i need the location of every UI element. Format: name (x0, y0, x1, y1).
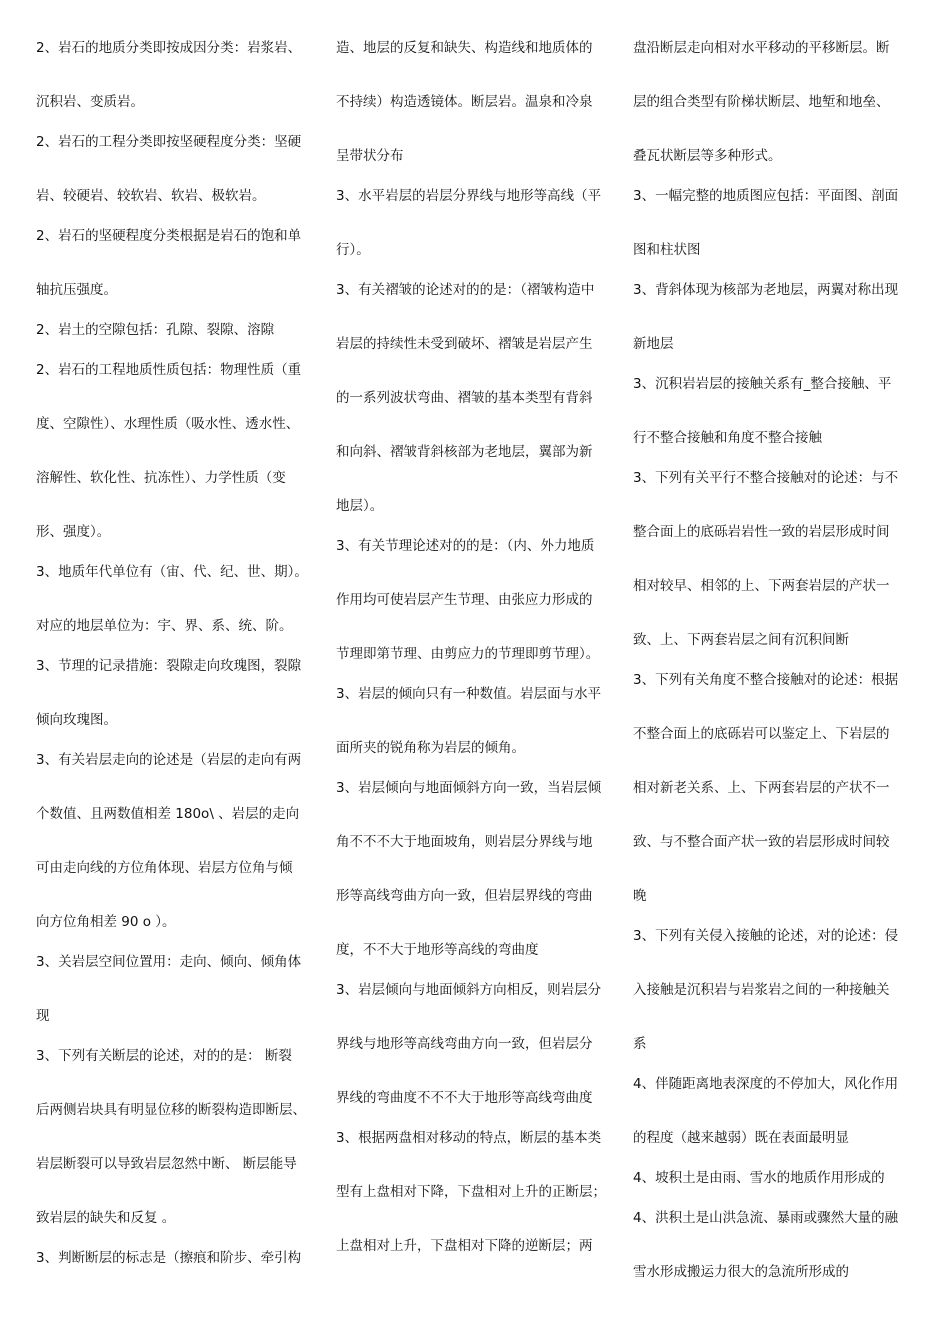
text-line: 形、强度）。 (36, 524, 111, 540)
text-line: 呈带状分布 (336, 148, 404, 164)
text-line: 的一系列波状弯曲、褶皱的基本类型有背斜 (336, 390, 593, 406)
text-column-right (633, 34, 918, 1285)
text-line: 现 (36, 1008, 50, 1024)
text-line: 致、上、下两套岩层之间有沉积间断 (633, 632, 849, 648)
text-line: 不整合面上的底砾岩可以鉴定上、下岩层的 (633, 726, 890, 742)
text-line: 和向斜、褶皱背斜核部为老地层，翼部为新 (336, 444, 593, 460)
text-line: 3、水平岩层的岩层分界线与地形等高线（平 (336, 188, 602, 204)
text-line: 上盘相对上升，下盘相对下降的逆断层；两 (336, 1238, 593, 1254)
text-line: 沉积岩、变质岩。 (36, 94, 144, 110)
text-line: 3、下列有关侵入接触的论述，对的论述：侵 (633, 928, 899, 944)
text-line: 相对较早、相邻的上、下两套岩层的产状一 (633, 578, 890, 594)
text-line: 3、地质年代单位有（宙、代、纪、世、期）。 (36, 564, 308, 580)
text-line: 3、岩层倾向与地面倾斜方向相反，则岩层分 (336, 982, 602, 998)
text-column-left (36, 34, 321, 1271)
text-line: 型有上盘相对下降，下盘相对上升的正断层； (336, 1184, 606, 1200)
text-line: 3、有关褶皱的论述对的的是：（褶皱构造中 (336, 282, 595, 298)
text-line: 新地层 (633, 336, 674, 352)
text-line: 3、岩层倾向与地面倾斜方向一致，当岩层倾 (336, 780, 602, 796)
text-line: 岩层断裂可以导致岩层忽然中断、 断层能导 (36, 1156, 297, 1172)
text-line: 行不整合接触和角度不整合接触 (633, 430, 822, 446)
text-line: 4、洪积土是山洪急流、暴雨或骤然大量的融 (633, 1210, 899, 1226)
text-line: 地层）。 (336, 498, 384, 514)
text-line: 作用均可使岩层产生节理、由张应力形成的 (336, 592, 593, 608)
text-line: 3、沉积岩岩层的接触关系有_整合接触、平 (633, 376, 892, 392)
text-line: 角不不不大于地面坡角，则岩层分界线与地 (336, 834, 593, 850)
text-line: 形等高线弯曲方向一致，但岩层界线的弯曲 (336, 888, 593, 904)
text-line: 2、岩石的坚硬程度分类根据是岩石的饱和单 (36, 228, 302, 244)
text-line: 可由走向线的方位角体现、岩层方位角与倾 (36, 860, 293, 876)
text-line: 岩、较硬岩、较软岩、软岩、极软岩。 (36, 188, 266, 204)
text-line: 相对新老关系、上、下两套岩层的产状不一 (633, 780, 890, 796)
text-line: 向方位角相差 90 o ）。 (36, 914, 176, 930)
text-line: 2、岩石的地质分类即按成因分类：岩浆岩、 (36, 40, 302, 56)
text-line: 岩层的持续性未受到破坏、褶皱是岩层产生 (336, 336, 593, 352)
text-line: 4、坡积土是由雨、雪水的地质作用形成的 (633, 1170, 885, 1186)
text-line: 2、岩土的空隙包括：孔隙、裂隙、溶隙 (36, 322, 275, 338)
text-line: 界线的弯曲度不不不大于地形等高线弯曲度 (336, 1090, 593, 1106)
text-line: 后两侧岩块具有明显位移的断裂构造即断层、 (36, 1102, 306, 1118)
text-line: 造、地层的反复和缺失、构造线和地质体的 (336, 40, 593, 56)
text-line: 雪水形成搬运力很大的急流所形成的 (633, 1264, 849, 1280)
text-line: 度，不不大于地形等高线的弯曲度 (336, 942, 539, 958)
text-line: 3、有关节理论述对的的是：（内、外力地质 (336, 538, 595, 554)
text-line: 层的组合类型有阶梯状断层、地堑和地垒、 (633, 94, 890, 110)
text-line: 3、一幅完整的地质图应包括：平面图、剖面 (633, 188, 899, 204)
text-line: 的程度（越来越弱）既在表面最明显 (633, 1130, 849, 1146)
text-line: 对应的地层单位为：宇、界、系、统、阶。 (36, 618, 293, 634)
text-line: 3、下列有关平行不整合接触对的论述：与不 (633, 470, 899, 486)
text-line: 晚 (633, 888, 647, 904)
text-line: 叠瓦状断层等多种形式。 (633, 148, 782, 164)
text-line: 不持续）构造透镜体。断层岩。温泉和冷泉 (336, 94, 593, 110)
text-line: 3、下列有关角度不整合接触对的论述：根据 (633, 672, 899, 688)
text-line: 致、与不整合面产状一致的岩层形成时间较 (633, 834, 890, 850)
text-line: 4、伴随距离地表深度的不停加大，风化作用 (633, 1076, 899, 1092)
text-column-middle (336, 34, 621, 1259)
text-line: 2、岩石的工程地质性质包括：物理性质（重 (36, 362, 302, 378)
text-line: 3、节理的记录措施：裂隙走向玫瑰图，裂隙 (36, 658, 302, 674)
text-line: 倾向玫瑰图。 (36, 712, 117, 728)
text-line: 面所夹的锐角称为岩层的倾角。 (336, 740, 525, 756)
text-line: 3、岩层的倾向只有一种数值。岩层面与水平 (336, 686, 602, 702)
text-line: 致岩层的缺失和反复 。 (36, 1210, 176, 1226)
text-line: 2、岩石的工程分类即按坚硬程度分类：坚硬 (36, 134, 302, 150)
text-line: 入接触是沉积岩与岩浆岩之间的一种接触关 (633, 982, 890, 998)
text-line: 3、关岩层空间位置用：走向、倾向、倾角体 (36, 954, 302, 970)
text-line: 轴抗压强度。 (36, 282, 117, 298)
text-line: 溶解性、软化性、抗冻性）、力学性质（变 (36, 470, 286, 486)
text-line: 行）。 (336, 242, 370, 258)
text-line: 3、下列有关断层的论述，对的的是： 断裂 (36, 1048, 292, 1064)
text-line: 3、判断断层的标志是（擦痕和阶步、牵引构 (36, 1250, 302, 1266)
text-line: 3、有关岩层走向的论述是（岩层的走向有两 (36, 752, 302, 768)
text-line: 界线与地形等高线弯曲方向一致，但岩层分 (336, 1036, 593, 1052)
text-line: 3、背斜体现为核部为老地层，两翼对称出现 (633, 282, 899, 298)
text-line: 个数值、且两数值相差 180o\ 、岩层的走向 (36, 806, 300, 822)
text-line: 盘沿断层走向相对水平移动的平移断层。断 (633, 40, 890, 56)
text-line: 节理即第节理、由剪应力的节理即剪节理）。 (336, 646, 600, 662)
text-line: 3、根据两盘相对移动的特点，断层的基本类 (336, 1130, 602, 1146)
text-line: 整合面上的底砾岩岩性一致的岩层形成时间 (633, 524, 890, 540)
text-line: 度、空隙性）、水理性质（吸水性、透水性、 (36, 416, 300, 432)
text-line: 系 (633, 1036, 647, 1052)
text-line: 图和柱状图 (633, 242, 701, 258)
